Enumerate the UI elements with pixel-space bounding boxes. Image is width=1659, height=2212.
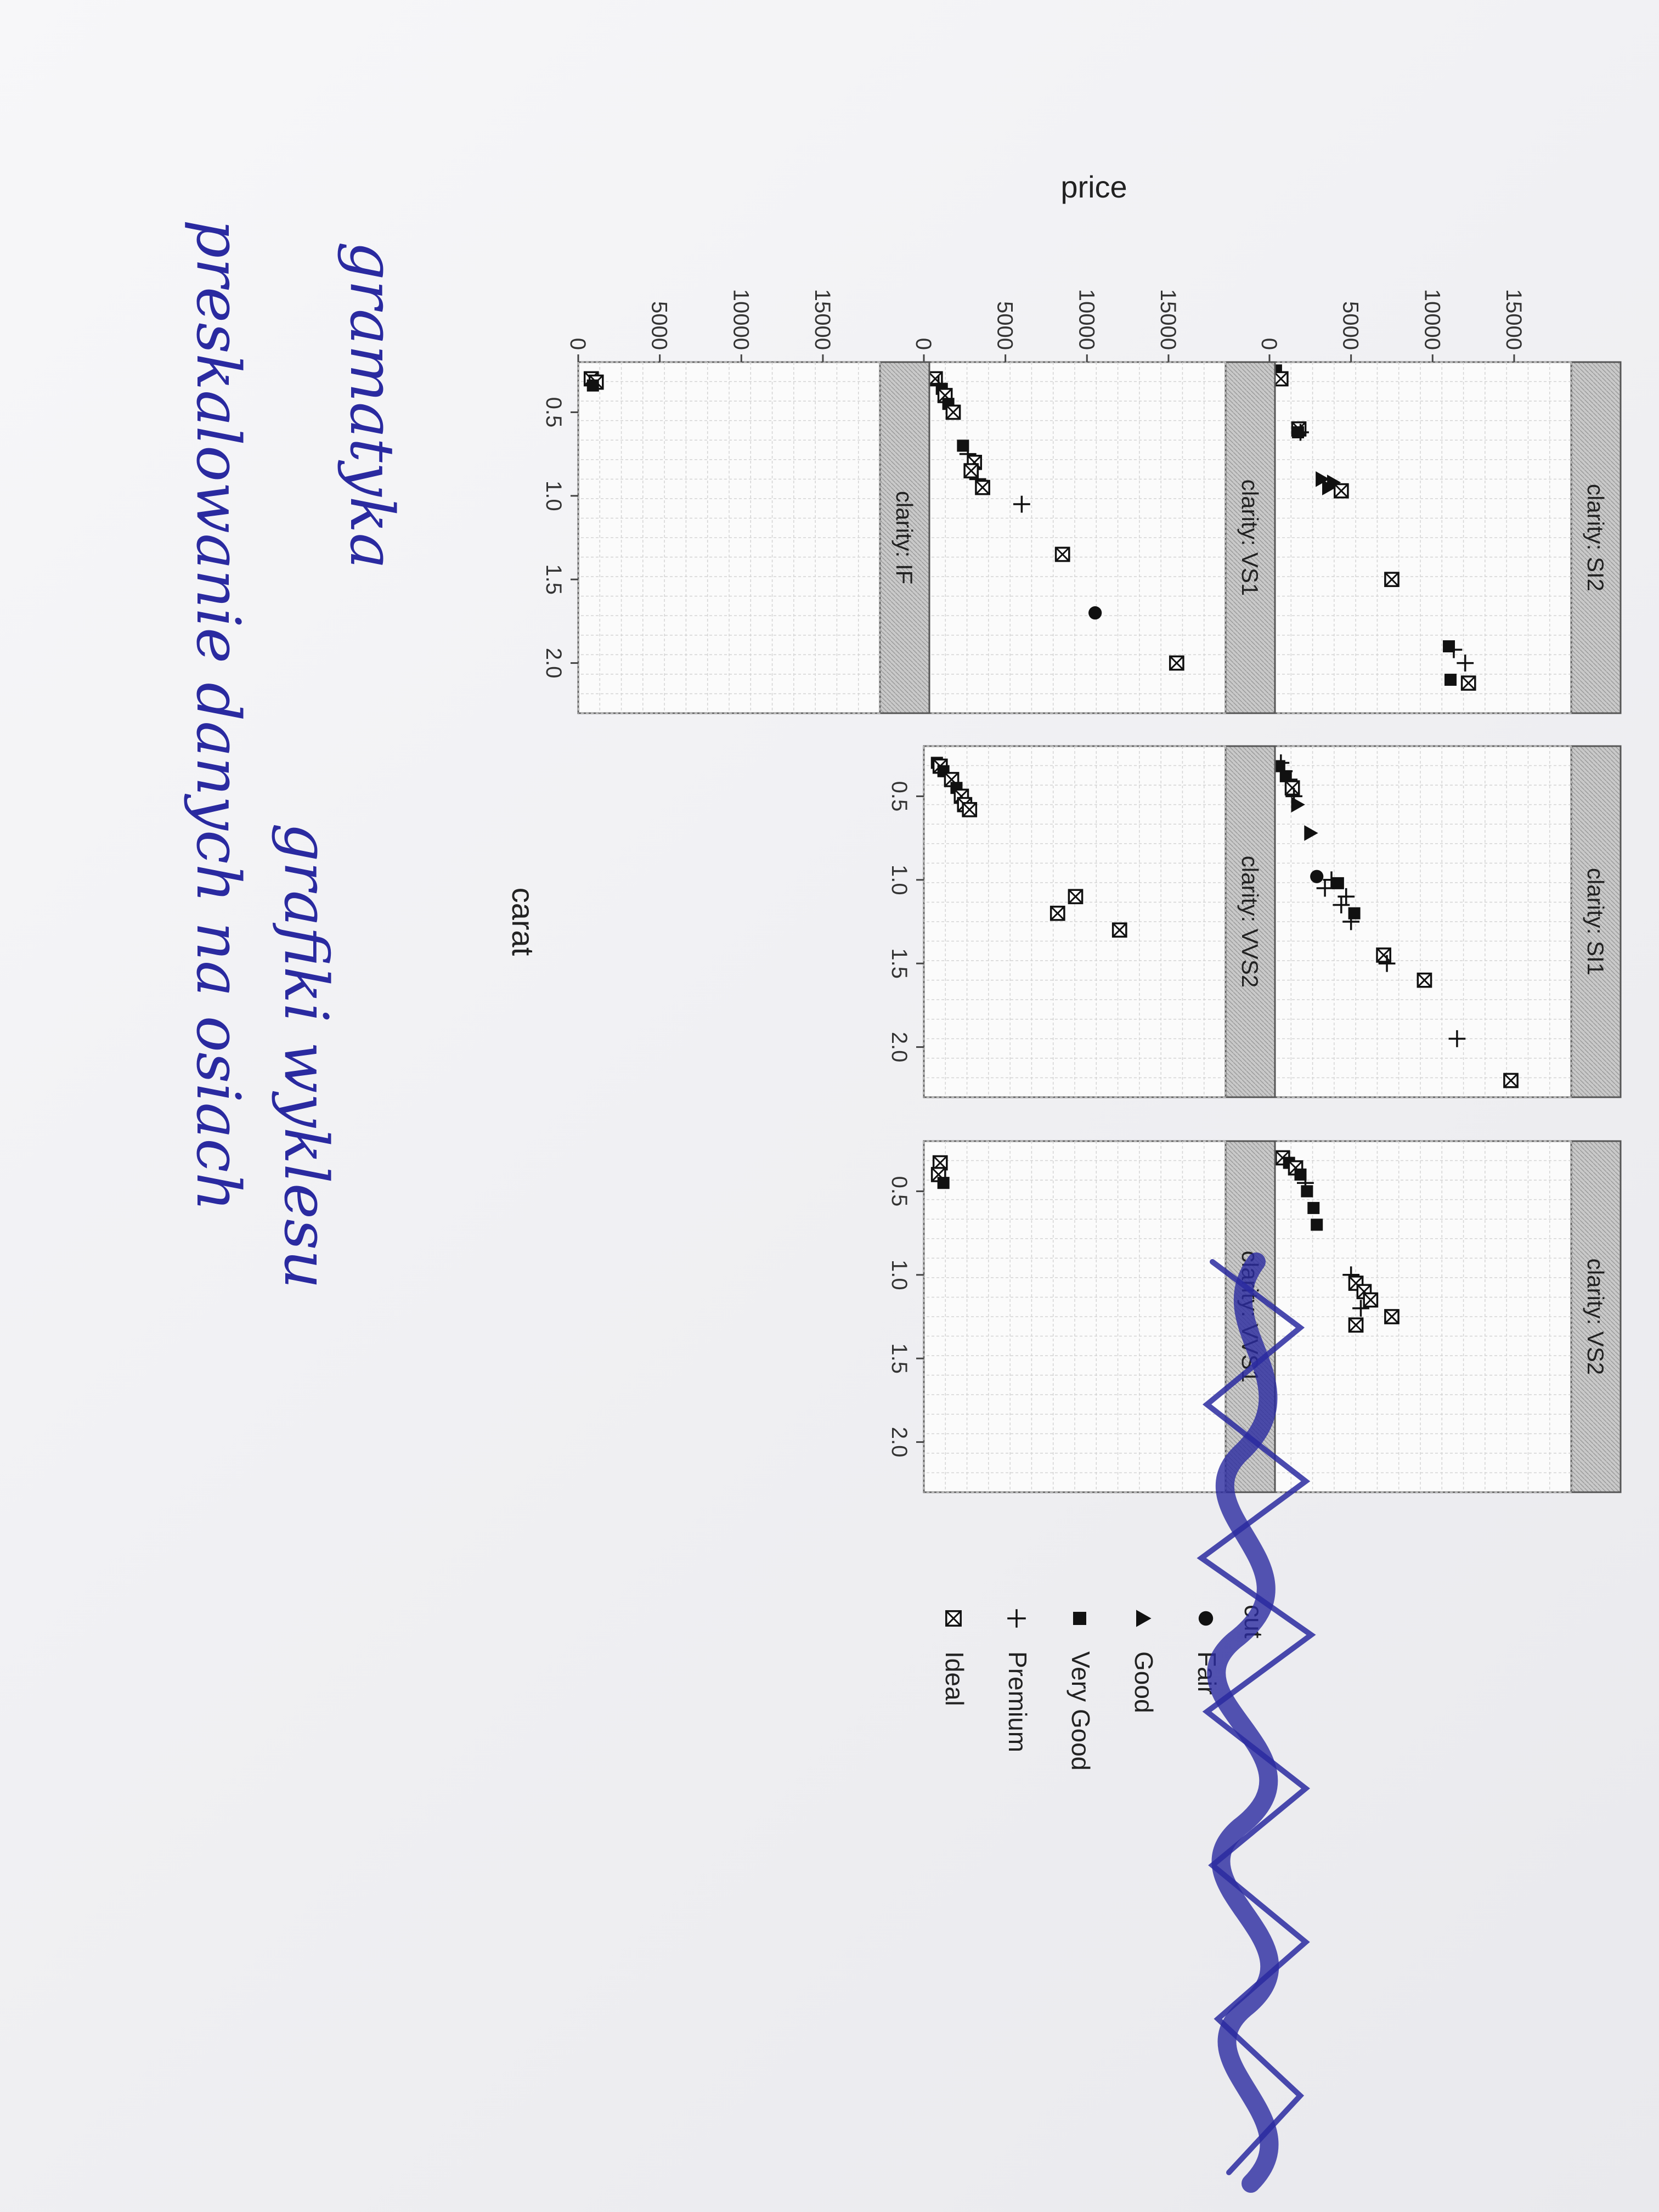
- data-point: [1307, 1202, 1319, 1214]
- data-point: [587, 380, 599, 392]
- handwriting-line-1: gramatyka: [337, 241, 407, 569]
- y-tick-label: 10000: [729, 289, 753, 350]
- data-point: [1364, 1293, 1377, 1306]
- x-tick-label: 0.5: [887, 1176, 911, 1207]
- x-tick-label: 2.0: [887, 1426, 911, 1458]
- x-tick-label: 2.0: [887, 1031, 911, 1063]
- facet-panel: [1257, 289, 1621, 713]
- x-tick-label: 1.0: [541, 481, 566, 511]
- data-point: [964, 464, 978, 477]
- handwriting-line-3: preskalowanie danych na osiach: [183, 219, 253, 1211]
- data-point: [1069, 890, 1082, 903]
- data-point: [1348, 907, 1361, 919]
- legend-label: Good: [1130, 1651, 1158, 1713]
- facet-panel: [541, 289, 929, 713]
- y-tick-label: 15000: [1155, 289, 1180, 350]
- data-point: [1274, 372, 1288, 385]
- data-point: [976, 481, 989, 494]
- x-tick-label: 1.5: [887, 1343, 911, 1374]
- facet-panels: [541, 289, 1621, 1492]
- facet-strip-label: clarity: VVS2: [1237, 855, 1263, 988]
- legend-key: [946, 1611, 961, 1626]
- facet-strip-label: clarity: SI1: [1583, 867, 1609, 976]
- y-tick-label: 15000: [1501, 289, 1526, 350]
- data-point: [946, 405, 960, 419]
- y-tick-label: 10000: [1074, 289, 1099, 350]
- data-point: [963, 803, 976, 816]
- legend-key: [1136, 1610, 1152, 1627]
- data-point: [1377, 949, 1390, 962]
- y-tick-label: 15000: [810, 289, 834, 350]
- x-tick-label: 2.0: [541, 647, 566, 679]
- legend-key: [1073, 1612, 1086, 1625]
- legend-label: Very Good: [1066, 1651, 1095, 1771]
- data-point: [1292, 426, 1304, 438]
- facet-strip-label: clarity: VVS1: [1237, 1250, 1263, 1383]
- data-point: [1311, 1218, 1323, 1231]
- legend-key: [1007, 1609, 1026, 1628]
- facet-panel: [1269, 1141, 1621, 1492]
- facet-strip-label: clarity: VS2: [1583, 1258, 1609, 1375]
- facet-panel: [1269, 746, 1621, 1097]
- legend-entry: [1130, 1610, 1158, 1713]
- x-tick-label: 1.0: [887, 1260, 911, 1290]
- data-point: [1385, 1310, 1398, 1323]
- data-point: [1418, 974, 1431, 987]
- x-tick-label: 1.5: [887, 948, 911, 979]
- legend-label: Premium: [1003, 1651, 1032, 1753]
- data-point: [1170, 656, 1183, 669]
- facet-panel: [911, 289, 1275, 713]
- data-point: [1349, 1318, 1362, 1331]
- legend-label: Fair: [1193, 1651, 1221, 1695]
- legend-entry: [940, 1611, 969, 1706]
- y-tick-label: 0: [1257, 337, 1281, 350]
- data-point: [1504, 1074, 1517, 1087]
- legend-entry: [1066, 1612, 1095, 1770]
- data-point: [1088, 606, 1102, 619]
- y-axis-title: price: [1060, 170, 1127, 204]
- data-point: [1056, 548, 1069, 561]
- x-tick-label: 1.5: [541, 564, 566, 595]
- y-tick-label: 5000: [992, 301, 1017, 350]
- data-point: [1335, 484, 1348, 498]
- facet-panel: [887, 1141, 1275, 1492]
- data-point: [1444, 674, 1457, 686]
- y-tick-label: 5000: [1338, 301, 1363, 350]
- data-point: [938, 1177, 950, 1189]
- data-point: [1051, 907, 1064, 920]
- y-tick-label: 10000: [1420, 289, 1444, 350]
- data-point: [1385, 573, 1398, 586]
- facet-strip-label: clarity: SI2: [1583, 483, 1609, 592]
- data-point: [1310, 870, 1323, 883]
- y-tick-label: 0: [566, 337, 590, 350]
- facet-panel: [887, 746, 1275, 1097]
- data-point: [1113, 923, 1126, 936]
- legend-label: Ideal: [940, 1651, 969, 1706]
- facet-strip-label: clarity: VS1: [1237, 479, 1263, 596]
- legend-title: cut: [1239, 1605, 1268, 1639]
- rotated-figure: [506, 170, 1621, 1770]
- data-point: [1462, 676, 1475, 690]
- data-point: [1301, 1185, 1313, 1197]
- x-tick-label: 0.5: [887, 781, 911, 812]
- x-tick-label: 0.5: [541, 397, 566, 428]
- facet-strip-label: clarity: IF: [891, 490, 917, 585]
- x-axis-title: carat: [506, 887, 540, 956]
- handwriting-line-2: grafiki wyklesu: [271, 823, 341, 1289]
- legend-entry: [1003, 1609, 1032, 1752]
- legend-key: [1199, 1611, 1213, 1626]
- x-tick-label: 1.0: [887, 865, 911, 895]
- y-tick-label: 5000: [647, 301, 672, 350]
- data-point: [1286, 781, 1299, 794]
- data-point: [1332, 877, 1344, 889]
- y-tick-label: 0: [911, 337, 935, 350]
